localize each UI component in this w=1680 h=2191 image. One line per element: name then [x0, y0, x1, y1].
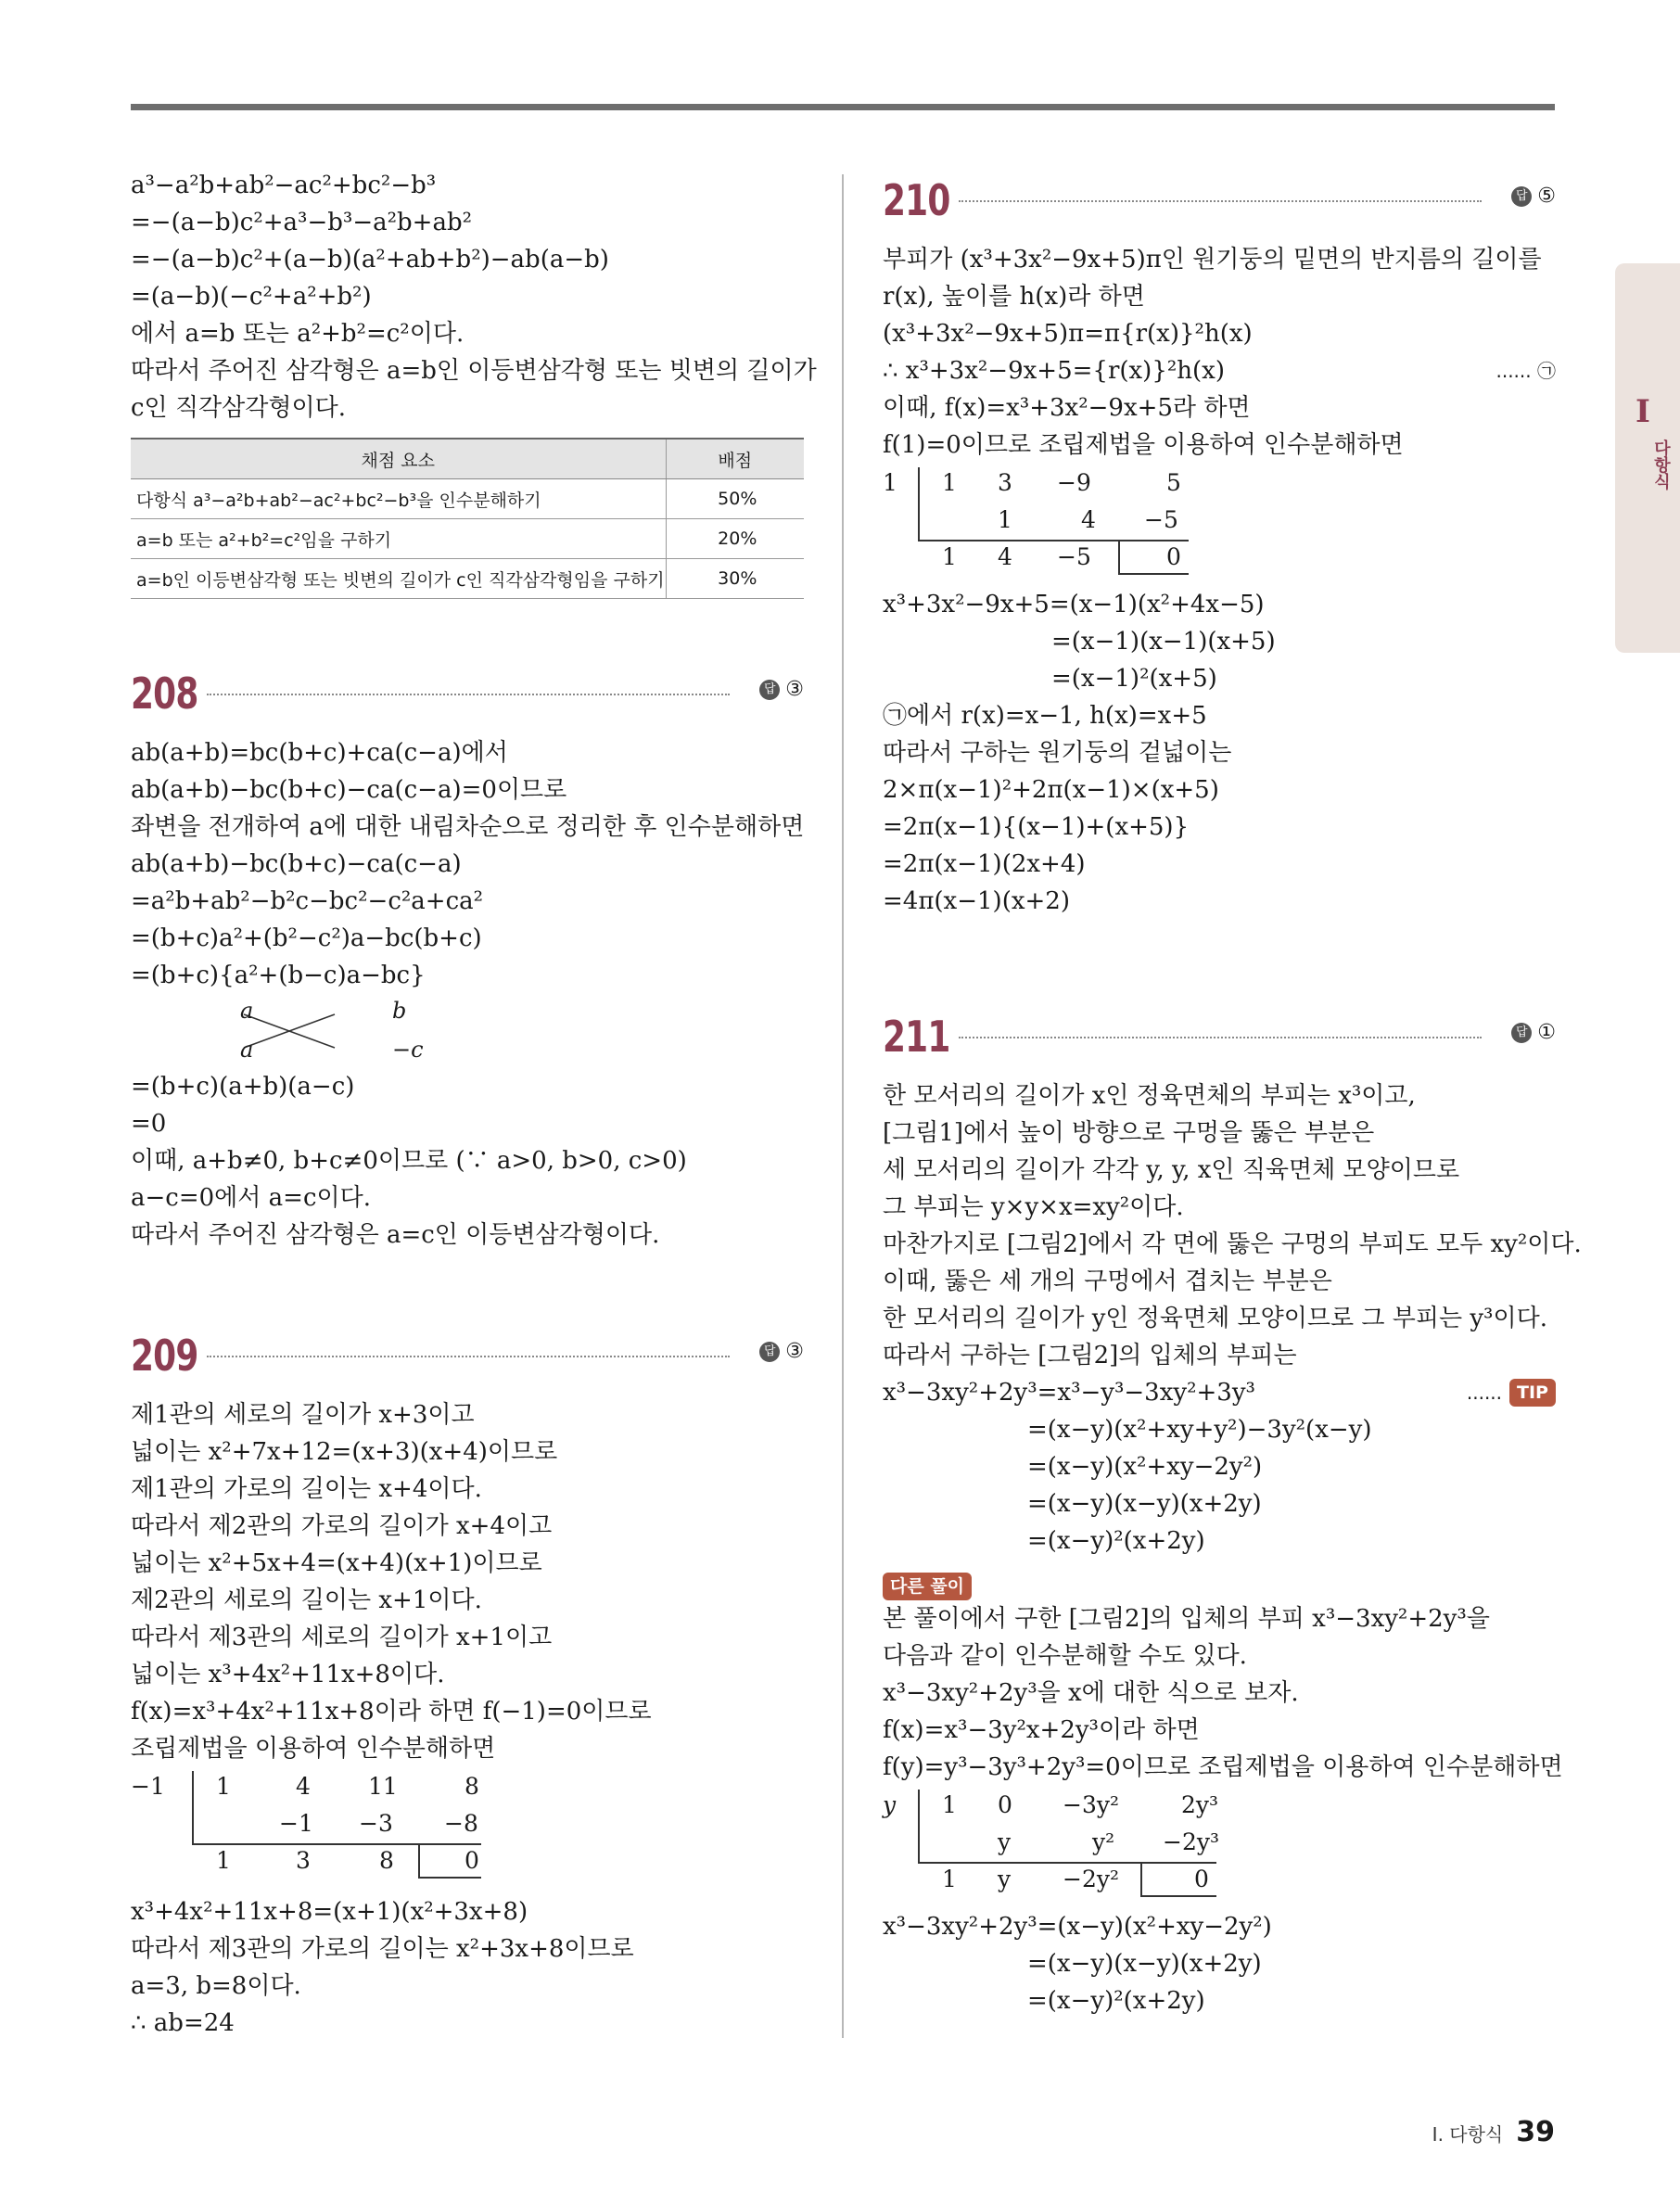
- syn-cell: −5: [1144, 506, 1178, 533]
- leader-dots: [207, 694, 730, 695]
- solution-line: 제1관의 세로의 길이가 x+3이고: [131, 1401, 475, 1429]
- solution-line: 한 모서리의 길이가 x인 정육면체의 부피는 x³이고,: [883, 1082, 1416, 1110]
- solution-line: 좌변을 전개하여 a에 대한 내림차순으로 정리한 후 인수분해하면: [131, 813, 805, 841]
- problem-209: [131, 1328, 804, 2042]
- syn-root: 1: [883, 469, 897, 496]
- solution-line: ab(a+b)=bc(b+c)+ca(c−a)에서: [131, 739, 508, 767]
- intro-line: =(a−b)(−c²+a²+b²): [131, 283, 372, 311]
- solution-line: 제2관의 세로의 길이는 x+1이다.: [131, 1586, 482, 1614]
- syn-cell: 11: [368, 1773, 398, 1800]
- solution-line: 따라서 주어진 삼각형은 a=c인 이등변삼각형이다.: [131, 1221, 660, 1249]
- tip-badge[interactable]: TIP: [1509, 1379, 1556, 1407]
- syn-cell: 1: [942, 1866, 957, 1892]
- solution-line: =2π(x−1)(2x+4): [883, 850, 1086, 878]
- answer-icon: 답: [1511, 1023, 1532, 1043]
- solution-line: 따라서 제3관의 세로의 길이가 x+1이고: [131, 1624, 553, 1651]
- solution-line: x³+3x²−9x+5=(x−1)(x²+4x−5): [883, 591, 1265, 618]
- left-column: [131, 167, 817, 599]
- chapter-roman: I: [1635, 393, 1650, 430]
- answer-value: ③: [785, 1340, 804, 1363]
- syn-cell: 1: [942, 469, 957, 496]
- syn-cell: 8: [465, 1773, 479, 1800]
- table-row: [131, 519, 804, 559]
- syn-cell: −3y²: [1063, 1791, 1119, 1818]
- solution-line: =(x−y)(x−y)(x+2y): [1027, 1950, 1262, 1978]
- solution-line: f(x)=x³+4x²+11x+8이라 하면 f(−1)=0이므로: [131, 1698, 652, 1726]
- solution-line: 이때, 뚫은 세 개의 구멍에서 겹치는 부분은: [883, 1267, 1332, 1295]
- solution-line: =(b+c)(a+b)(a−c): [131, 1073, 355, 1101]
- tip-dots: ......: [1466, 1382, 1503, 1404]
- column-divider: [842, 174, 844, 2038]
- solution-line: 한 모서리의 길이가 y인 정육면체 모양이므로 그 부피는 y³이다.: [883, 1305, 1547, 1332]
- solution-line: 2×π(x−1)²+2π(x−1)×(x+5): [883, 776, 1219, 804]
- leader-dots: [207, 1356, 730, 1357]
- problem-208: [131, 666, 804, 1254]
- syn-cell: −8: [444, 1810, 478, 1837]
- solution-line: 그 부피는 y×y×x=xy²이다.: [883, 1193, 1184, 1221]
- footer-section: I. 다항식: [1432, 2123, 1504, 2146]
- top-rule: [131, 104, 1555, 110]
- intro-line: 에서 a=b 또는 a²+b²=c²이다.: [131, 320, 465, 348]
- syn-rule: [192, 1843, 481, 1845]
- solution-line: 따라서 구하는 원기둥의 겉넓이는: [883, 739, 1232, 767]
- syn-cell: −1: [279, 1810, 313, 1837]
- page-number: 39: [1516, 2116, 1555, 2148]
- synthetic-division: [131, 1767, 804, 1879]
- solution-line: =(x−y)(x−y)(x+2y): [1027, 1490, 1262, 1518]
- table-cell: a=b 또는 a²+b²=c²임을 구하기: [131, 519, 666, 559]
- syn-cell: 4: [998, 543, 1012, 570]
- problem-header: [131, 1328, 804, 1383]
- syn-bar: [192, 1771, 194, 1843]
- tip-equation: x³−3xy²+2y³=x³−y³−3xy²+3y³: [883, 1379, 1255, 1407]
- marked-line: [883, 352, 1556, 389]
- syn-box: [1140, 1862, 1142, 1897]
- marker-ref: ...... ㉠: [1495, 360, 1556, 382]
- syn-cell: 0: [998, 1791, 1012, 1818]
- syn-box: [418, 1843, 420, 1879]
- syn-rule: [918, 540, 1189, 541]
- solution-line: 따라서 제2관의 가로의 길이가 x+4이고: [131, 1512, 553, 1540]
- intro-line: =−(a−b)c²+a³−b³−a²b+ab²: [131, 209, 473, 236]
- solution-line: 넓이는 x²+7x+12=(x+3)(x+4)이므로: [131, 1438, 558, 1466]
- solution-line: 조립제법을 이용하여 인수분해하면: [131, 1735, 496, 1763]
- syn-cell: 1: [998, 506, 1012, 533]
- solution-line: ㉠에서 r(x)=x−1, h(x)=x+5: [883, 702, 1207, 730]
- table-cell: 20%: [666, 519, 804, 559]
- problem-header: [883, 1009, 1556, 1064]
- intro-line: a³−a²b+ab²−ac²+bc²−b³: [131, 172, 437, 199]
- table-header: 배점: [666, 439, 804, 479]
- solution-line: [그림1]에서 높이 방향으로 구멍을 뚫은 부분은: [883, 1119, 1375, 1147]
- solution-line: =2π(x−1){(x−1)+(x+5)}: [883, 813, 1190, 841]
- intro-line: =−(a−b)c²+(a−b)(a²+ab+b²)−ab(a−b): [131, 246, 609, 274]
- synthetic-division: [883, 1786, 1556, 1897]
- answer-value: ①: [1537, 1021, 1556, 1044]
- syn-box: [1118, 540, 1120, 575]
- problem-header: [883, 172, 1556, 228]
- table-cell: 50%: [666, 479, 804, 519]
- scoring-table: [131, 438, 804, 599]
- solution-line: 넓이는 x³+4x²+11x+8이다.: [131, 1661, 445, 1688]
- solution-line: 본 풀이에서 구한 [그림2]의 입체의 부피 x³−3xy²+2y³을: [883, 1605, 1490, 1633]
- answer: [759, 678, 804, 701]
- syn-root: −1: [131, 1773, 165, 1800]
- solution-line: x³−3xy²+2y³=(x−y)(x²+xy−2y²): [883, 1913, 1272, 1941]
- table-row: [131, 479, 804, 519]
- problem-210: [883, 172, 1556, 920]
- solution-line: 세 모서리의 길이가 각각 y, y, x인 직육면체 모양이므로: [883, 1156, 1460, 1184]
- syn-box-bottom: [1140, 1895, 1216, 1897]
- solution-line: =(x−y)²(x+2y): [1027, 1527, 1205, 1555]
- solution-line: x³+4x²+11x+8=(x+1)(x²+3x+8): [131, 1898, 528, 1926]
- syn-cell: 1: [942, 543, 957, 570]
- solution-line: ab(a+b)−bc(b+c)−ca(c−a)=0이므로: [131, 776, 567, 804]
- syn-cell: 4: [1081, 506, 1096, 533]
- solution-line: =a²b+ab²−b²c−bc²−c²a+ca²: [131, 887, 484, 915]
- syn-box-bottom: [1118, 573, 1189, 575]
- syn-bar: [918, 1790, 920, 1862]
- table-cell: a=b인 이등변삼각형 또는 빗변의 길이가 c인 직각삼각형임을 구하기: [131, 559, 666, 599]
- solution-line: =(x−y)(x²+xy+y²)−3y²(x−y): [1027, 1416, 1372, 1444]
- problem-number: 211: [883, 1012, 950, 1062]
- solution-line: ∴ ab=24: [131, 2009, 235, 2037]
- solution-line: =(x−1)(x−1)(x+5): [1051, 628, 1276, 656]
- syn-cell: 1: [942, 1791, 957, 1818]
- syn-cell: 0: [465, 1847, 479, 1874]
- solution-line: f(y)=y³−3y³+2y³=0이므로 조립제법을 이용하여 인수분해하면: [883, 1753, 1563, 1781]
- answer: [759, 1340, 804, 1363]
- solution-line: r(x), 높이를 h(x)라 하면: [883, 283, 1145, 311]
- solution-line: =0: [131, 1110, 167, 1138]
- answer-icon: 답: [1511, 186, 1532, 207]
- problem-number: 208: [131, 669, 198, 719]
- chapter-label: 다항식: [1651, 439, 1671, 490]
- solution-line: 따라서 구하는 [그림2]의 입체의 부피는: [883, 1342, 1297, 1369]
- page-footer: [1432, 2116, 1555, 2148]
- answer: [1511, 1021, 1556, 1044]
- intro-line: 따라서 주어진 삼각형은 a=b인 이등변삼각형 또는 빗변의 길이가: [131, 357, 817, 385]
- solution-line: 이때, a+b≠0, b+c≠0이므로 (∵ a>0, b>0, c>0): [131, 1147, 687, 1175]
- solution-line: 따라서 제3관의 가로의 길이는 x²+3x+8이므로: [131, 1935, 634, 1963]
- leader-dots: [959, 1037, 1482, 1038]
- syn-cell: 3: [296, 1847, 311, 1874]
- syn-cell: −5: [1057, 543, 1091, 570]
- solution-line: 이때, f(x)=x³+3x²−9x+5라 하면: [883, 394, 1251, 422]
- syn-cell: 0: [1194, 1866, 1209, 1892]
- syn-cell: y²: [1092, 1828, 1115, 1855]
- synthetic-division: [883, 464, 1556, 575]
- syn-cell: 8: [379, 1847, 394, 1874]
- syn-cell: 5: [1166, 469, 1181, 496]
- marked-equation: ∴ x³+3x²−9x+5={r(x)}²h(x): [883, 357, 1225, 385]
- solution-line: 마찬가지로 [그림2]에서 각 면에 뚫은 구멍의 부피도 모두 xy²이다.: [883, 1230, 1582, 1258]
- syn-cell: 0: [1166, 543, 1181, 570]
- table-cell: 다항식 a³−a²b+ab²−ac²+bc²−b³을 인수분해하기: [131, 479, 666, 519]
- table-row: [131, 559, 804, 599]
- answer-icon: 답: [759, 680, 780, 700]
- syn-cell: −2y²: [1063, 1866, 1119, 1892]
- leader-dots: [959, 200, 1482, 202]
- syn-cell: 1: [216, 1847, 231, 1874]
- syn-cell: 3: [998, 469, 1012, 496]
- solution-line: =(b+c){a²+(b−c)a−bc}: [131, 962, 426, 989]
- answer-value: ③: [785, 678, 804, 701]
- solution-line: (x³+3x²−9x+5)π=π{r(x)}²h(x): [883, 320, 1253, 348]
- solution-line: a=3, b=8이다.: [131, 1972, 301, 2000]
- syn-cell: 2y³: [1181, 1791, 1219, 1818]
- cross-term: b: [392, 998, 407, 1024]
- syn-cell: −2y³: [1163, 1828, 1219, 1855]
- syn-cell: y: [998, 1866, 1012, 1892]
- solution-line: f(1)=0이므로 조립제법을 이용하여 인수분해하면: [883, 431, 1404, 459]
- tip-marker: [1467, 1374, 1556, 1411]
- cross-term: a: [240, 998, 254, 1024]
- alt-solution-badge: 다른 풀이: [883, 1573, 972, 1600]
- solution-line: 넓이는 x²+5x+4=(x+4)(x+1)이므로: [131, 1549, 542, 1577]
- cross-multiplication: [131, 994, 804, 1068]
- solution-line: ab(a+b)−bc(b+c)−ca(c−a): [131, 850, 462, 878]
- solution-line: =(x−y)(x²+xy−2y²): [1027, 1453, 1263, 1481]
- syn-cell: −3: [359, 1810, 393, 1837]
- problem-211: [883, 1009, 1582, 2019]
- problem-number: 210: [883, 175, 950, 225]
- tip-line: [883, 1374, 1556, 1411]
- syn-bar: [918, 467, 920, 540]
- chapter-tab[interactable]: [1615, 263, 1680, 653]
- answer-value: ⑤: [1537, 185, 1556, 208]
- solution-line: =(b+c)a²+(b²−c²)a−bc(b+c): [131, 924, 482, 952]
- solution-line: =(x−y)²(x+2y): [1027, 1987, 1205, 2015]
- syn-rule: [918, 1862, 1216, 1864]
- solution-line: 다음과 같이 인수분해할 수도 있다.: [883, 1642, 1247, 1670]
- cross-term: a: [240, 1037, 254, 1063]
- cross-term: −c: [392, 1037, 424, 1063]
- syn-cell: −9: [1057, 469, 1091, 496]
- table-cell: 30%: [666, 559, 804, 599]
- solution-line: 제1관의 가로의 길이는 x+4이다.: [131, 1475, 482, 1503]
- syn-cell: 4: [296, 1773, 311, 1800]
- answer: [1511, 185, 1556, 208]
- solution-line: =(x−1)²(x+5): [1051, 665, 1217, 693]
- solution-line: f(x)=x³−3y²x+2y³이라 하면: [883, 1716, 1200, 1744]
- syn-cell: 1: [216, 1773, 231, 1800]
- solution-line: 부피가 (x³+3x²−9x+5)π인 원기둥의 밑면의 반지름의 길이를: [883, 246, 1542, 274]
- intro-line: c인 직각삼각형이다.: [131, 394, 347, 422]
- problem-number: 209: [131, 1331, 198, 1381]
- answer-icon: 답: [759, 1342, 780, 1362]
- solution-line: =4π(x−1)(x+2): [883, 887, 1070, 915]
- syn-box-bottom: [418, 1877, 481, 1879]
- solution-line: x³−3xy²+2y³을 x에 대한 식으로 보자.: [883, 1679, 1299, 1707]
- syn-root: y: [883, 1791, 897, 1818]
- syn-cell: y: [998, 1828, 1012, 1855]
- table-header: 채점 요소: [131, 439, 666, 479]
- solution-line: a−c=0에서 a=c이다.: [131, 1184, 372, 1212]
- problem-header: [131, 666, 804, 721]
